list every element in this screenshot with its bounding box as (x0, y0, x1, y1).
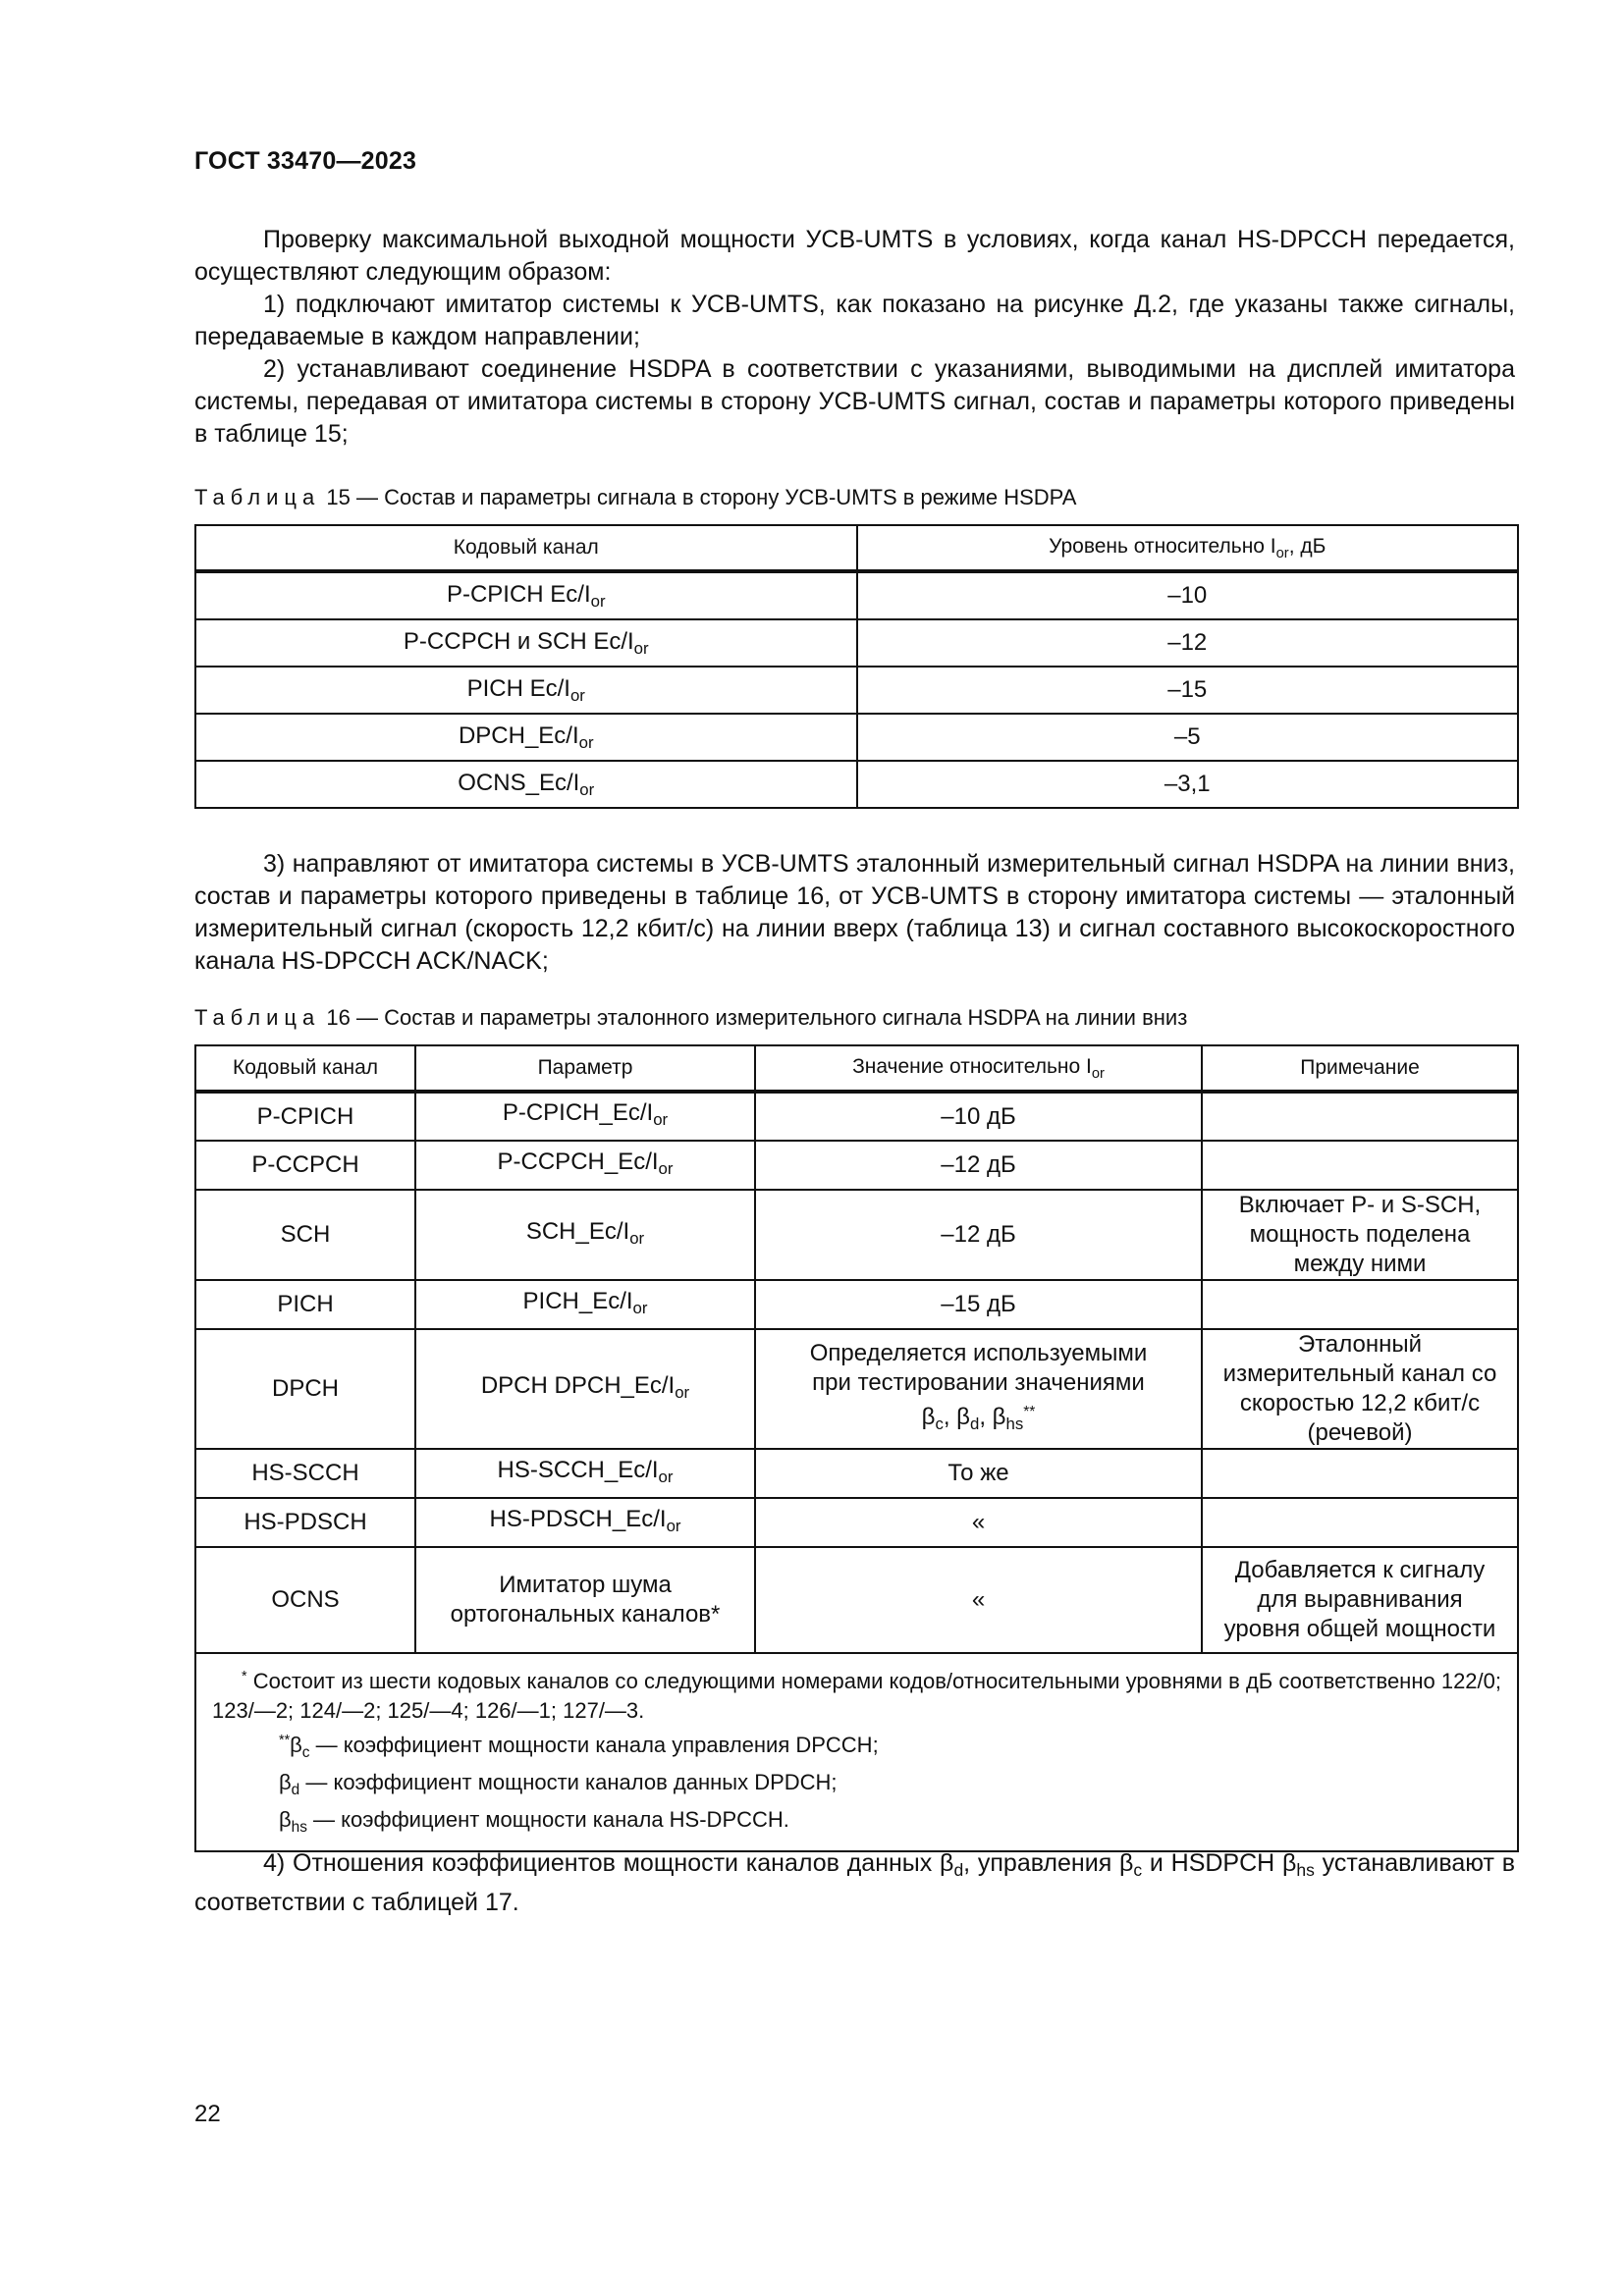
table16-note-1 (212, 1662, 1501, 1726)
cell-text: PICH_Ec/I (522, 1287, 633, 1314)
table-row (195, 714, 1518, 761)
table15-cell-value: –5 (857, 714, 1519, 761)
cell-sub: or (658, 1467, 674, 1486)
cell-sub: or (579, 779, 595, 799)
table-row (195, 1498, 1518, 1547)
cell-sub: or (632, 1298, 648, 1317)
table15-cell-channel (195, 761, 857, 808)
table16-cell-value: –15 дБ (755, 1280, 1202, 1329)
cell-sub: or (675, 1382, 690, 1402)
cell-text: HS-PDSCH_Ec/I (489, 1505, 667, 1532)
separator: , (943, 1404, 957, 1430)
beta-symbol: β (921, 1404, 936, 1430)
table-row (195, 1449, 1518, 1498)
table16-cell-param (415, 1092, 755, 1141)
table16-col-channel: Кодовый канал (195, 1045, 415, 1092)
beta-sub-c: c (301, 1744, 310, 1761)
beta-symbol: β (940, 1849, 954, 1877)
outro-text-c: и HSDPCH (1142, 1849, 1282, 1877)
table15-cell-channel (195, 714, 857, 761)
table15-cell-value: –10 (857, 571, 1519, 619)
beta-sub-hs: hs (1296, 1860, 1315, 1880)
separator: , (979, 1404, 993, 1430)
note-text: — коэффициент мощности каналов данных DPDCH; (299, 1770, 838, 1794)
beta-symbol: β (290, 1733, 302, 1757)
table15-cell-value: –15 (857, 667, 1519, 714)
table15 (194, 524, 1519, 809)
table16-note-2 (212, 1726, 1501, 1768)
cell-sub: or (658, 1158, 674, 1178)
table16-cell-value: –10 дБ (755, 1092, 1202, 1141)
table15-cell-value: –12 (857, 619, 1519, 667)
note-text: Состоит из шести кодовых каналов со следующими номерами кодов/относительными уровнями в дБ соответственно 122/0; 123/—2; 124/—2; 125/—4; 126/—1; 127/—3. (212, 1669, 1501, 1723)
table16-cell-param (415, 1498, 755, 1547)
table16-notes (195, 1653, 1518, 1851)
table15-cell-channel (195, 667, 857, 714)
table16-caption (194, 1005, 1187, 1031)
table-row (195, 761, 1518, 808)
footnote-mark: * (242, 1669, 247, 1684)
table16-col-value-sub: or (1091, 1065, 1105, 1082)
table15-cell-channel (195, 571, 857, 619)
table16-cell-channel: SCH (195, 1190, 415, 1280)
beta-sub-hs: hs (291, 1819, 307, 1836)
table-row (195, 1547, 1518, 1653)
footnote-mark: ** (279, 1733, 291, 1748)
table15-cell-channel (195, 619, 857, 667)
table16-cell-param (415, 1141, 755, 1190)
table15-col-level-sub: or (1275, 545, 1289, 561)
cell-sub: or (578, 732, 594, 752)
dpch-value-line-3 (764, 1398, 1193, 1439)
table16-cell-note (1202, 1092, 1518, 1141)
table16-cell-channel: HS-PDSCH (195, 1498, 415, 1547)
table16-cell-param (415, 1190, 755, 1280)
table16-cell-note (1202, 1280, 1518, 1329)
outro-text-d: устанавливают в соответствии с таблицей 17. (194, 1849, 1515, 1916)
table16-cell-channel: DPCH (195, 1329, 415, 1449)
cell-sub: or (569, 685, 585, 705)
outro-paragraph (194, 1847, 1515, 1919)
intro-paragraph-1: Проверку максимальной выходной мощности УСВ-UMTS в условиях, когда канал HS-DPCCH передается, осуществляют следующим образом: (194, 226, 1515, 286)
beta-sub-d: d (953, 1860, 964, 1880)
table15-col-level-unit: , дБ (1288, 534, 1326, 558)
table16-cell-param (415, 1329, 755, 1449)
table16-cell-channel: PICH (195, 1280, 415, 1329)
table16-notes-row (195, 1653, 1518, 1851)
cell-text: P-CPICH_Ec/I (502, 1099, 654, 1126)
cell-text: PICH Ec/I (466, 674, 570, 702)
table16-caption-word: Таблица (194, 1005, 321, 1030)
outro-text-a: 4) Отношения коэффициентов мощности каналов данных (263, 1849, 941, 1877)
table-row (195, 571, 1518, 619)
table16-cell-note (1202, 1498, 1518, 1547)
table15-col-level-text: Уровень относительно I (1049, 534, 1276, 558)
table16-cell-note: Добавляется к сигналу для выравнивания уровня общей мощности (1202, 1547, 1518, 1653)
table16-cell-channel: P-CPICH (195, 1092, 415, 1141)
cell-text: DPCH_Ec/I (458, 721, 579, 749)
beta-symbol: β (279, 1807, 292, 1832)
note-text: — коэффициент мощности канала управления DPCCH; (309, 1733, 879, 1757)
table16-cell-channel: OCNS (195, 1547, 415, 1653)
beta-sub-d: d (291, 1782, 300, 1798)
table16-cell-value: –12 дБ (755, 1190, 1202, 1280)
table-row (195, 1329, 1518, 1449)
table-row (195, 1280, 1518, 1329)
table16-cell-param (415, 1449, 755, 1498)
cell-text: P-CCPCH и SCH Ec/I (403, 627, 634, 655)
table16-cell-note: Включает P- и S-SCH, мощность поделена между ними (1202, 1190, 1518, 1280)
mid-paragraph: 3) направляют от имитатора системы в УСВ-UMTS эталонный измерительный сигнал HSDPA на линии вниз, состав и параметры которого приведены в таблице 16, от УСВ-UMTS в сторону имитатора системы — эталонный измерительный сигнал (скорость 12,2 кбит/с) на линии вверх (таблица 13) и сигнал составного высокоскоростного канала HS-DPCCH ACK/NACK; (194, 850, 1515, 975)
table16-cell-param (415, 1280, 755, 1329)
intro-section (194, 224, 1515, 451)
table16-col-param: Параметр (415, 1045, 755, 1092)
dpch-value-line-1: Определяется используемыми (809, 1340, 1148, 1366)
table16-cell-value: « (755, 1547, 1202, 1653)
beta-sub-c: c (1133, 1860, 1143, 1880)
table15-header-row (195, 525, 1518, 571)
table-row (195, 1141, 1518, 1190)
intro-paragraph-2: 1) подключают имитатор системы к УСВ-UMTS, как показано на рисунке Д.2, где указаны также сигналы, передаваемые в каждом направлении; (194, 291, 1515, 350)
cell-sub: or (629, 1228, 645, 1248)
page-number: 22 (194, 2101, 221, 2127)
beta-symbol: β (1119, 1849, 1134, 1877)
table16-caption-text: 16 — Состав и параметры эталонного измерительного сигнала HSDPA на линии вниз (320, 1005, 1188, 1030)
table16-col-value (755, 1045, 1202, 1092)
table-row (195, 619, 1518, 667)
intro-paragraph-3: 2) устанавливают соединение HSDPA в соответствии с указаниями, выводимыми на дисплей имитатора системы, передавая от имитатора системы в сторону УСВ-UMTS сигнал, состав и параметры которого приведены в таблице 15; (194, 355, 1515, 448)
beta-symbol: β (279, 1770, 292, 1794)
footnote-mark: ** (1023, 1404, 1036, 1420)
cell-sub: or (590, 591, 606, 611)
table16-cell-value: –12 дБ (755, 1141, 1202, 1190)
table16-cell-channel: HS-SCCH (195, 1449, 415, 1498)
table16-col-value-text: Значение относительно I (852, 1054, 1092, 1078)
outro-text-b: , управления (963, 1849, 1120, 1877)
table16-cell-channel: P-CCPCH (195, 1141, 415, 1190)
outro-section (194, 1847, 1515, 1919)
table15-caption-text: 15 — Состав и параметры сигнала в сторону УСВ-UMTS в режиме HSDPA (320, 485, 1077, 509)
cell-sub: or (653, 1110, 669, 1129)
table16 (194, 1044, 1519, 1852)
table15-caption-word: Таблица (194, 485, 321, 509)
table-row (195, 1092, 1518, 1141)
beta-symbol: β (1281, 1849, 1297, 1877)
table16-note-3 (212, 1768, 1501, 1805)
beta-sub-c: c (935, 1415, 944, 1433)
table16-cell-value: То же (755, 1449, 1202, 1498)
table16-cell-param: Имитатор шума ортогональных каналов* (415, 1547, 755, 1653)
beta-sub-hs: hs (1005, 1415, 1024, 1433)
document-header: ГОСТ 33470—2023 (194, 147, 417, 175)
cell-text: P-CCPCH_Ec/I (497, 1148, 659, 1175)
table15-caption (194, 485, 1076, 510)
table16-cell-value (755, 1329, 1202, 1449)
table16-header-row (195, 1045, 1518, 1092)
table16-cell-note: Эталонный измерительный канал со скоростью 12,2 кбит/с (речевой) (1202, 1329, 1518, 1449)
table15-col-channel: Кодовый канал (195, 525, 857, 571)
cell-text: SCH_Ec/I (525, 1217, 630, 1245)
table16-cell-note (1202, 1449, 1518, 1498)
beta-symbol: β (956, 1404, 970, 1430)
cell-text: P-CPICH Ec/I (446, 580, 591, 608)
table15-cell-value: –3,1 (857, 761, 1519, 808)
table16-cell-note (1202, 1141, 1518, 1190)
cell-sub: or (666, 1516, 681, 1535)
cell-text: OCNS_Ec/I (458, 769, 580, 796)
mid-section (194, 848, 1515, 978)
table16-cell-value: « (755, 1498, 1202, 1547)
table-row (195, 1190, 1518, 1280)
table16-col-note: Примечание (1202, 1045, 1518, 1092)
table-row (195, 667, 1518, 714)
table16-note-4 (212, 1805, 1501, 1842)
table15-col-level (857, 525, 1519, 571)
cell-text: HS-SCCH_Ec/I (497, 1456, 659, 1483)
note-text: — коэффициент мощности канала HS-DPCCH. (306, 1807, 789, 1832)
dpch-value-line-2: при тестировании значениями (812, 1369, 1145, 1396)
beta-sub-d: d (969, 1415, 980, 1433)
beta-symbol: β (992, 1404, 1006, 1430)
cell-sub: or (633, 638, 649, 658)
cell-text: DPCH DPCH_Ec/I (480, 1371, 676, 1399)
